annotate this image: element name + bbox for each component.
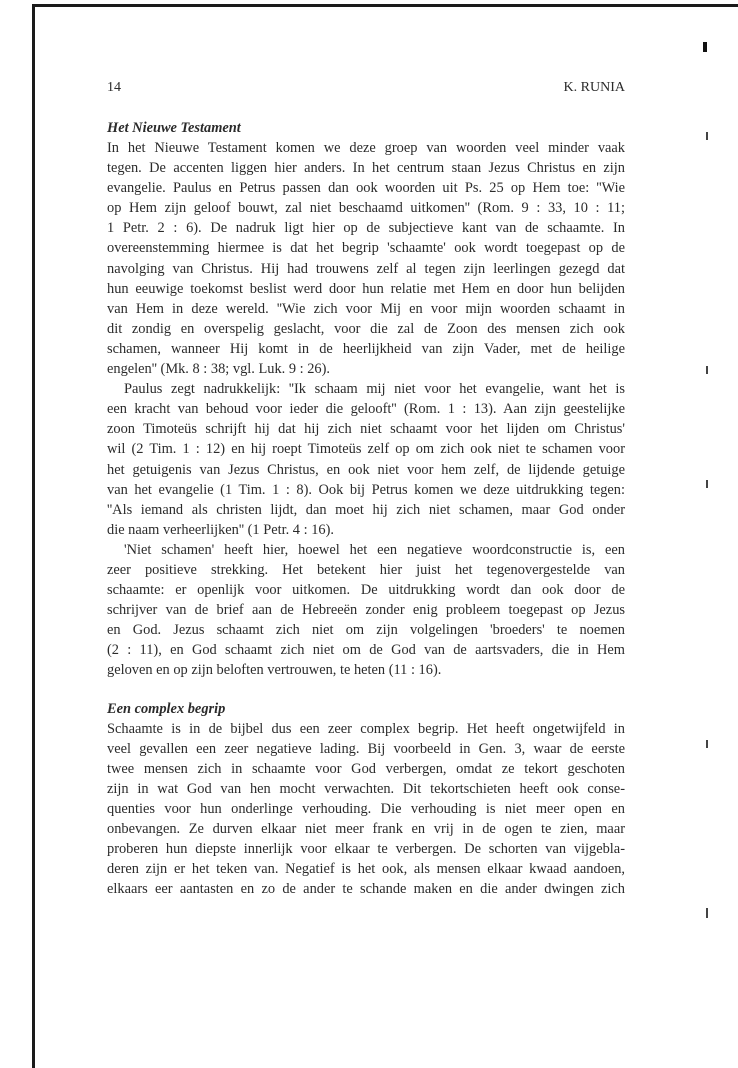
text-line: Schaamte is in de bijbel dus een zeer complex begrip. Het heeft ongetwijfeld in	[107, 720, 625, 737]
text-line: proberen hun diepste innerlijk voor elkaar te verbergen. De schorten van vijgebla-	[107, 841, 625, 858]
paragraph	[107, 379, 625, 540]
section-heading: Het Nieuwe Testament	[107, 120, 241, 136]
scan-edge-mark	[706, 366, 708, 374]
text-line: van het evangelie (1 Tim. 1 : 8). Ook bij Petrus komen we deze uitdrukking tegen:	[107, 481, 625, 498]
text-line: veel gevallen een zeer negatieve lading. Bij voorbeeld in Gen. 3, waar de eerste	[107, 740, 625, 757]
text-line: op Hem zijn geloof bouwt, zal niet beschaamd uitkomen'' (Rom. 9 : 33, 10 : 11;	[107, 200, 625, 217]
text-line: quenties voor hun onderlinge verhouding. Die verhouding is niet meer open en	[107, 800, 625, 817]
text-line: een kracht van behoud voor ieder die gelooft'' (Rom. 1 : 13). Aan zijn geestelijke	[107, 401, 625, 418]
text-line: Paulus zegt nadrukkelijk: ''Ik schaam mij niet voor het evangelie, want het is	[124, 381, 625, 398]
text-line: die naam verheerlijken'' (1 Petr. 4 : 16).	[107, 521, 334, 538]
page-header	[107, 78, 625, 98]
scan-edge-mark	[703, 42, 707, 52]
scan-border-top	[32, 4, 738, 7]
paragraph	[107, 540, 625, 681]
text-line: tegen. De accenten liggen hier anders. In het centrum staan Jezus Christus en zijn	[107, 160, 625, 177]
text-line: 'Niet schamen' heeft hier, hoewel het een negatieve woordconstructie is, een	[124, 541, 625, 558]
text-line: schamen, wanneer Hij komt in de heerlijkheid van zijn Vader, met de heilige	[107, 340, 625, 357]
text-line: onbevangen. Ze durven elkaar niet meer frank en vrij in de ogen te zien, maar	[107, 821, 625, 837]
scan-edge-mark	[706, 740, 708, 748]
text-line: schrijver van de brief aan de Hebreeën zonder enig probleem toegepast op Jezus	[107, 602, 625, 619]
text-line: overeenstemming hiermee is dat het begrip 'schaamte' ook wordt toegepast op de	[107, 240, 625, 257]
text-line: van Hem in deze wereld. ''Wie zich voor Mij en voor mijn woorden schaamt in	[107, 300, 625, 317]
text-line: zijn in wat God van hen mocht verwachten. Dit tekortschieten heeft ook conse-	[107, 780, 625, 797]
scan-edge-mark	[706, 132, 708, 140]
text-line: twee mensen zich in schaamte voor God verbergen, omdat ze tekort geschoten	[107, 760, 625, 777]
paragraph	[107, 719, 625, 900]
text-line: wil (2 Tim. 1 : 12) en hij roept Timoteüs zelf op om zich ook niet te schamen voor	[107, 441, 625, 458]
text-line: engelen'' (Mk. 8 : 38; vgl. Luk. 9 : 26).	[107, 361, 331, 378]
text-line: zoon Timoteüs schrijft hij dat hij zich niet schaamt voor het lijden om Christus'	[107, 421, 625, 438]
text-line: 1 Petr. 2 : 6). De nadruk ligt hier op de subjectieve kant van de schaamte. In	[107, 220, 625, 237]
scan-edge-mark	[706, 480, 708, 488]
text-line: deren zijn er het teken van. Negatief is het ook, als mensen elkaar kwaad aandoen,	[107, 861, 625, 878]
section-heading: Een complex begrip	[107, 700, 226, 717]
text-line: hun eeuwige toekomst beslist werd door hun relatie met Hem en door hun belijden	[107, 280, 625, 297]
text-line: (2 : 11), en God schaamt zich niet om de God van de aartsvaders, die in Hem	[107, 642, 625, 659]
paragraph	[107, 138, 625, 379]
scan-border-left	[32, 4, 35, 1068]
text-line: evangelie. Paulus en Petrus passen dan ook woorden uit Ps. 25 op Hem toe: ''Wie	[107, 180, 625, 197]
text-line: geloven en op zijn beloften vertrouwen, te heten (11 : 16).	[107, 662, 442, 679]
text-line: dit zondig en overspelig geslacht, voor die zal de Zoon des mensen zich ook	[107, 320, 625, 337]
document-page	[107, 78, 625, 899]
page-number: 14	[107, 80, 121, 95]
text-line: navolging van Christus. Hij had trouwens zelf al tegen zijn leerlingen gezegd dat	[107, 260, 625, 277]
text-line: elkaars eer aantasten en zo de ander te schande maken en die ander dwingen zich	[107, 881, 625, 898]
scan-edge-mark	[706, 908, 708, 918]
text-line: In het Nieuwe Testament komen we deze groep van woorden veel minder vaak	[107, 140, 625, 156]
running-head: K. RUNIA	[563, 80, 625, 95]
text-line: het getuigenis van Jezus Christus, en ook niet voor hem zelf, de lijdende getuige	[107, 461, 625, 478]
text-line: zeer positieve strekking. Het betekent hier juist het tegenovergestelde van	[107, 561, 625, 578]
text-line: en God. Jezus schaamt zich niet om zijn volgelingen 'broeders' te noemen	[107, 622, 625, 639]
text-line: schaamte: er openlijk voor uitkomen. De uitdrukking wordt dan ook door de	[107, 582, 625, 599]
text-line: ''Als iemand als christen lijdt, dan moet hij zich niet schamen, maar God onder	[107, 501, 625, 518]
